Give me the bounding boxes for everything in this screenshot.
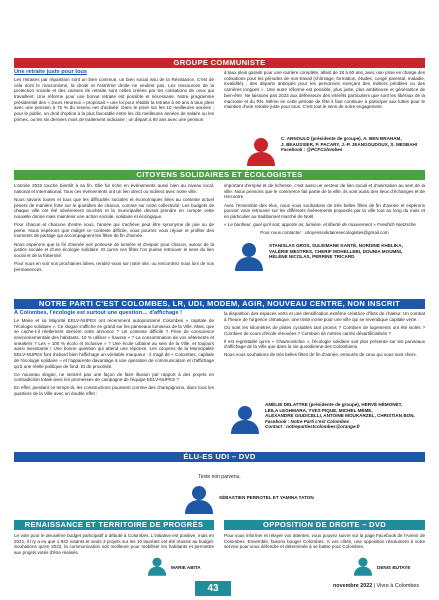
section-title-communiste: GROUPE COMMUNISTE bbox=[14, 58, 425, 68]
notreparti-paragraph: Où sont les kilomètres de pistes cyclables tant promis ? Combien de logements ont été isolés ? Combien de cours d'école rénovées ? Combien de mètres carrés désartificialisés ? bbox=[224, 324, 425, 336]
signature-line: VALÉRIE MESTRES, CHERIF MOHELLEBI, DOUNIA MOUMNI, bbox=[269, 248, 403, 254]
footer-issue bbox=[333, 583, 419, 589]
notreparti-paragraph: Le Maire et sa Majorité EELV-NUPES ont récemment autoproclamé Colombes « capitale de l'écologie solidaire ». Ce slogan s'affiche en grand sur les panneaux lumineux de la Ville. Mais, que se cache-t-il réellement derrière cette annonce ? Un contexte difficile ? Prise de conscience environnementale des habitants. 10 % utiliser « hausse » ? La consommation de vos vêtements et sneakers ? Les « 100 % écolo et inclusive » ? Une école urbaine au sein de la Ville, et toujours aussi inexistante ! Une bonne question qui attend une réponse. Les citoyens de la Municipalité EELV-NUPES font d'abord bien l'affichage un véritable marqueur : il s'agit de « Colombes, capitale de l'écologie solidaire » et l'apparente davantage à une opération de communication et d'affichage qu'à une réelle politique de fond. Et de proximité. bbox=[14, 317, 214, 369]
communiste-left-column bbox=[14, 70, 214, 125]
opposition-signature: DENIS BUTAYE bbox=[377, 565, 411, 570]
ecologistes-contact: Pour nous contacter : citoyenssolidairesecologistes@gmail.com bbox=[260, 230, 389, 236]
section-title-renaissance: RENAISSANCE ET TERRITOIRE DE PROGRÈS bbox=[14, 520, 214, 530]
notreparti-paragraph: Ce nouveau slogan, ne serait-il pas une façon de faire illusion par rapport à des projets en contradiction totale avec les promesses de campagne de l'équipe EELV-NUPES ? bbox=[14, 371, 214, 383]
group-avatar-icon bbox=[244, 136, 278, 171]
ecologistes-paragraph: Nous savons toutes et tous que les difficultés sociales et économiques liées au contexte actuel pèsent de manière forte sur le quotidien de chacun, comme sur notre collectivité. Les budgets de chaque ville ont été sévèrement touchés et la municipalité devrait prendre en compte cette nouvelle donne mais maintenir une action sociale, solidaire et écologique. bbox=[14, 196, 214, 219]
communiste-paragraph: à taux plein garanti pour une carrière complète, allant de 18 à 60 ans, avec une prise en charge des cotisations pour les périodes de non-travail (chômage, formation, études, congé parental, maladie, invalidité) ; des départs anticipés pour les personnes exerçant des métiers pénibles ou des carrières longues ». Une autre réforme est possible, plus juste, plus ambitieuse et génératrice de bien-être. Ne laissons pas 2023 aux défenseurs des intérêts particuliers que sont les libéraux de la macronie et du RN. Même en cette période de fête il faut continuer à participer aux luttes pour le maintien d'une retraite juste pour tous. C'est tout le sens de notre engagement. bbox=[224, 70, 425, 110]
footer-date: novembre 2022 bbox=[333, 583, 373, 589]
notreparti-paragraph: En effet, pendant ce temps-là, les constructions poussent comme des champignons, dans tous les quartiers de la Ville avec un double effet : bbox=[14, 385, 214, 397]
signature-line: ALEXANDRE GIUDICELLI, ANTOINE MOUKARZEL, CHRISTIAN BON. bbox=[265, 413, 415, 419]
communiste-heading: Une retraite juste pour tous bbox=[14, 69, 88, 75]
communiste-right-column bbox=[224, 70, 425, 112]
communiste-paragraph: Les retraites par répartition sont un bien commun, un bien social issu de la Résistance. C'est de cela dont le macronisme, la droite et l'extrême droite ne veulent pas. Les ressources de la protection sociale et des caisses de retraite sont celles créées par les cotisations de ceux qui travaillent. Une réforme pour une bonne retraite est possible et nécessaire. Notre programme présidentiel des « Jours Heureux » proposait « une loi pour rétablir la retraite à 60 ans à taux plein avec une pension à 75 % du revenu net d'activité. Dans le privé sur les 10 meilleures années ; pour le public, un droit d'option à la plus favorable entre les dix meilleures années de salaire ou les primes, ou les six derniers mois de traitement indiciaire ; un départ à 60 ans avec une pension bbox=[14, 76, 214, 122]
signature-line: LEILA LEGHMARA, YVES PIQUE, MICHEL MÈME, bbox=[265, 407, 373, 413]
notreparti-paragraph: la disparition des espaces verts et une densification extrême créatrice d'îlots de chaleur. Un combat à l'heure de l'urgence climatique, une triste ironie pour une ville qui se revendique capitale verte. bbox=[224, 311, 425, 322]
notreparti-paragraph: Nous vous souhaitons de très belles fêtes de fin d'année, entourés de ceux qui vous sont chers. bbox=[224, 352, 417, 358]
footer-magazine: Vivre à Colombes bbox=[376, 583, 420, 589]
notreparti-heading: À Colombes, l'écologie est surtout une question… d'affichage ! bbox=[14, 310, 183, 316]
group-avatar-icon bbox=[228, 404, 262, 439]
signature-line: AMÉLIE DELATTRE (présidente de groupe), HERVÉ HÉMONET, bbox=[265, 402, 403, 407]
renaissance-column bbox=[14, 533, 214, 558]
renaissance-paragraph: Le vote pour le deuxième budget participatif a débuté à Colombes. L'initiative est positive, mais en 2021, il n'y a eu que 1 922 votants et seuls 3 projets sur les 10 lauréats ont été réussis au budget. Souhaitons qu'en 2022, la communication soit meilleure pour mobiliser les habitants et permettre aux projets votés d'être réalisés. bbox=[14, 533, 214, 556]
section-title-notreparti: NOTRE PARTI C'EST COLOMBES, LR, UDI, MODEM, AGIR, NOUVEAU CENTRE, NON INSCRIT bbox=[14, 299, 425, 309]
ecologistes-paragraph: Nous espérons que la fin d'année soit porteuse de lumière et d'espoir pour chacun, autour de la justice sociale et d'une écologie solidaire. Et qu'en ces fêtes l'on puisse retrouver le sens du lien social et de la fraternité. bbox=[14, 241, 214, 258]
group-avatar-icon bbox=[146, 556, 168, 581]
notreparti-paragraph: Il est regrettable qu'en « Chaimovitchie », l'écologie solidaire soit plus présente sur les panneaux d'affichage de la Ville que dans la vie quotidienne des Colombiens. bbox=[224, 338, 425, 350]
signature-line: C. ARNOULD (présidente de groupe), A. BEN BRAHAM, bbox=[281, 136, 402, 141]
ecologistes-paragraph: Pour chacun et chacune d'entre nous, l'année qui s'achève peut être synonyme de joie ou de peine. Nous espérons que malgré ce contexte difficile, vous pourrez vous réjouir et profiter des moments de partage qui accompagnent les fêtes de fin d'année. bbox=[14, 222, 214, 239]
ecologistes-paragraph: L'année 2022 touche bientôt à sa fin. Elle fut riche en événements aussi bien au niveau local, national et international. Tous ces événements ont un lien direct ou indirect avec notre ville. bbox=[14, 183, 214, 194]
footer-separator: | bbox=[373, 583, 376, 589]
udi-signature: SÉBASTIEN PERROTEL ET YAMINA TATON bbox=[219, 495, 314, 500]
group-avatar-icon bbox=[182, 484, 216, 519]
section-title-ecologistes: CITOYENS SOLIDAIRES ET ÉCOLOGISTES bbox=[14, 170, 425, 180]
signature-contact: Contact : notrepartiestcolombes@orange.fr bbox=[265, 424, 361, 430]
ecologistes-paragraph: Pour vous en voir nos prochaines idées, rendez-vous sur notre site, ou rencontrez nous lors de nos permanences. bbox=[14, 261, 214, 272]
signature-line: HÉLÈNE NICOLAS, PERRINE TRICARD bbox=[269, 254, 355, 260]
renaissance-signature: MARIE ABITA bbox=[171, 565, 201, 570]
ecologistes-paragraph: important d'emploi et de richesse, c'est aussi un vecteur de lien social et d'animation au sein de la ville. Nous pensons que le commerce fait partie de la ville, ils sont aussi des lieux d'échanges et de rencontre. bbox=[224, 183, 425, 200]
notreparti-left-column bbox=[14, 311, 214, 399]
group-avatar-icon bbox=[232, 241, 266, 276]
signature-line: J. BEAUSSIER, P. PACARY, J.-P. JEANGOUDOUX, S. MESBAHI bbox=[281, 141, 418, 147]
section-title-opposition: OPPOSITION DE DROITE – DVD bbox=[224, 520, 425, 530]
signature-line: STANISLAS GROS, SULEIMANE KANTÉ, NORDINE KHELIKA, bbox=[269, 243, 403, 248]
opposition-column bbox=[224, 533, 425, 553]
signature-facebook: Facebook : @PCFColombes bbox=[281, 147, 343, 153]
ecologistes-quote: « Le bonheur, quel qu'il soit, apporte air, lumière, et liberté de mouvement » Friedrich Nietzsche bbox=[224, 222, 416, 227]
udi-text: Texte non parvenu. bbox=[198, 474, 241, 480]
opposition-paragraph: Pour vous informer et relayer vos attentes, vous pouvez suivre sur la page Facebook de l'Avenir de Colombes. Ensemble, faisons bouger Colombes. À vos côtés, une opposition résolument à votre service pour vous défendre et déterminée à se battre pour Colombes. bbox=[224, 533, 425, 550]
notreparti-signature bbox=[265, 402, 427, 430]
ecologistes-right-column bbox=[224, 183, 425, 238]
section-title-udi: ÉLU-ES UDI – DVD bbox=[14, 452, 425, 462]
ecologistes-left-column bbox=[14, 183, 214, 275]
communiste-signature bbox=[281, 136, 427, 153]
ecologistes-signature bbox=[269, 243, 427, 260]
signature-facebook: Facebook : Notre Parti c'est Colombes bbox=[265, 418, 350, 424]
notreparti-right-column bbox=[224, 311, 425, 360]
ecologistes-paragraph: Avec l'ensemble des élus, nous vous souhaitons de très belles fêtes de fin d'année et espérons pouvoir vous retrouver sur les différents événements proposés par la ville tout au long du mois et en particulier au traditionnel marché de Noël. bbox=[224, 202, 425, 219]
page-number: 43 bbox=[195, 581, 231, 596]
group-avatar-icon bbox=[352, 556, 374, 581]
